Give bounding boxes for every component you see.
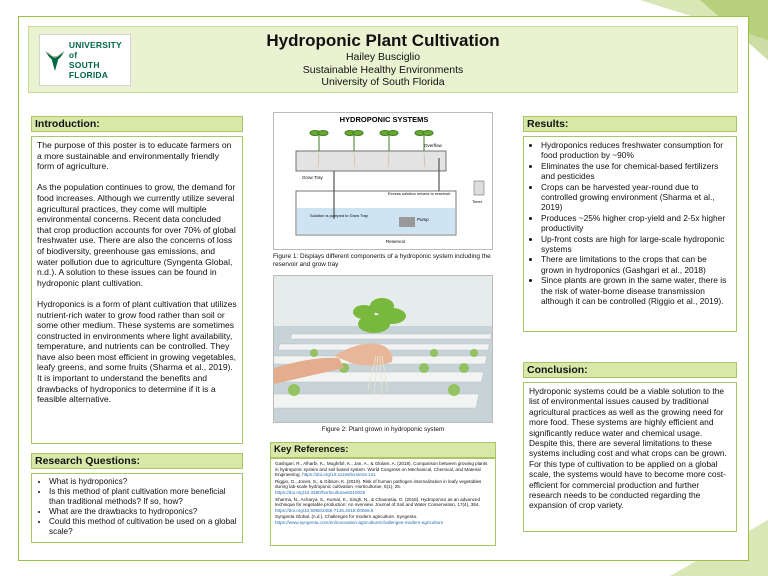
results-list [529, 140, 731, 307]
research-questions-heading: Research Questions: [31, 453, 243, 469]
reference-link[interactable]: https://doi.org/10.11159/icmie18.131 [302, 472, 376, 478]
conclusion-text: Hydroponic systems could be a viable solution to the list of environmental issues caused by traditional agricultural practices as well as the growing need for more food. These systems are highly efficient and significantly reduce water and chemical usage. Despite this, there are several limitations to these systems including cost and what crops can be grown. For this type of cultivation to be applied on a global scale, the systems would have to become more cost-efficient for commercial production and further research needs to be conducted regarding the expansion of crop variety. [529, 386, 727, 511]
reference-item: Syngenta Global. (n.d.). Challenges for modern agriculture. Syngenta. https://www.syngenta.com/en/innovation-agriculture/challenges-modern-agriculture [275, 514, 444, 525]
key-references-box [270, 458, 496, 546]
hydroponic-system-diagram [274, 113, 493, 250]
research-questions-list [37, 477, 237, 537]
poster-title: Hydroponic Plant Cultivation [266, 31, 500, 50]
label-overflow: Overflow [424, 143, 442, 148]
label-excess-solution: Excess solution returns to reservoir [388, 191, 451, 196]
reference-item: Riggio, G., Jones, S., & Gibson, K. (2019). Risk of human pathogen internalization in leafy vegetables during lab-scale hydroponic cultivation. Horticulturae, 5(1), 25. https://doi.org/10.3390/horticulturae5010025 [275, 478, 482, 495]
figure-1-caption: Figure 1: Displays different components of a hydroponic system including the reservoir and grow tray [273, 253, 491, 268]
results-heading: Results: [523, 116, 737, 132]
list-item: • Produces ~25% higher crop-yield and 2-5x higher productivity [541, 213, 731, 234]
intro-paragraph-3: Hydroponics is a form of plant cultivation that utilizes nutrient-rich water to grow food rather than soil or some other medium. These systems are sometimes constructed in environments where light availability, temperature, and nutrients can be controlled. They have also been most efficient in growing vegetables, leafy greens, and some fruits (Sharma et al., 2019). It is important to understand the benefits and drawbacks of hydroponics to determine if it is a feasible alternative. [37, 298, 237, 405]
logo-line-2: SOUTH FLORIDA [68, 60, 109, 80]
label-solution-pumped: Solution is pumped to Grow Tray [310, 213, 369, 218]
diagram-title: HYDROPONIC SYSTEMS [339, 115, 429, 124]
label-grow-tray: Grow Tray [302, 175, 323, 180]
label-timer: Timer [472, 199, 483, 204]
figure-1-diagram [273, 112, 493, 250]
list-item: • There are limitations to the crops that can be grown in hydroponics (Gashgari et al., 2018) [541, 254, 731, 275]
intro-paragraph-2: As the population continues to grow, the demand for food increases. Although we currently utilize several agricultural practices, they come will multiple environmental concerns. Recent data concluded that crop production accounts for over 70% of global freshwater use. There are also the concerns of loss of biodiversity, greenhouse gas emissions, and water pollution due to agriculture (Syngenta Global, n.d.). A solution to these issues can be found in hydroponic plant cultivation. [37, 182, 236, 288]
reference-link[interactable]: https://doi.org/10.3390/horticulturae5010025 [275, 489, 366, 495]
results-box [523, 136, 737, 332]
label-pump: Pump [417, 217, 429, 222]
course-name: Sustainable Healthy Environments [302, 63, 464, 76]
list-item: • Crops can be harvested year-round due to controlled growing environment (Sharma et al., 2019) [541, 182, 731, 213]
list-item: • What is hydroponics? [49, 477, 237, 487]
list-item: • Could this method of cultivation be used on a global scale? [49, 517, 237, 537]
conclusion-heading: Conclusion: [523, 362, 737, 378]
list-item: • What are the drawbacks to hydroponics? [49, 507, 237, 517]
school-name: University of South Florida [321, 76, 445, 88]
poster-header [28, 26, 738, 93]
figure-2-caption: Figure 2: Plant grown in hydroponic system [321, 426, 445, 433]
figure-2-photo [273, 275, 493, 423]
logo-line-1: UNIVERSITY of [68, 40, 122, 60]
reference-link[interactable]: https://doi.org/10.5958/2455-7145.2018.00056.5 [275, 507, 374, 513]
list-item: • Since plants are grown in the same water, there is the risk of water-borne disease transmission although it can be controlled (Riggio et al., 2019). [541, 275, 731, 306]
author-name: Hailey Busciglio [345, 51, 421, 63]
introduction-box [31, 136, 243, 444]
introduction-heading: Introduction: [31, 116, 243, 132]
list-item: • Is this method of plant cultivation more beneficial than traditional methods? If so, how? [49, 487, 237, 507]
intro-paragraph-1: The purpose of this poster is to educate farmers on a more sustainable and environmentally friendly form of agriculture. [37, 140, 232, 172]
conclusion-box [523, 382, 737, 532]
label-reservoir: Reservoir [386, 239, 406, 244]
list-item: • Eliminates the use for chemical-based fertilizers and pesticides [541, 161, 731, 182]
reference-link[interactable]: https://www.syngenta.com/en/innovation-agriculture/challenges-modern-agriculture [275, 519, 444, 525]
key-references-heading: Key References: [270, 442, 496, 458]
list-item: • Hydroponics reduces freshwater consumption for food production by ~90% [541, 140, 731, 161]
plant-photo [274, 276, 493, 423]
title-block [29, 30, 737, 89]
list-item: • Up-front costs are high for large-scale hydroponic systems [541, 234, 731, 255]
reference-item: Sharma, N., Acharya, S., Kumar, K., Singh, N., & Chaurasia, O. (2018). Hydroponics as an advanced technique for vegetable production: An overview. Journal of Soil and Water Conservation, 17(4), 364. https://doi.org/10.5958/2455-7145.2018.00056.5 [275, 496, 481, 513]
research-questions-box [31, 473, 243, 543]
reference-item: Gashgari, R., Alharbi, K., Mughrbil, K., Jan, A., & Glolam, A. (2018). Comparison between growing plants in hydroponic system and soil based system. World Congress on Mechanical, Chemical, and Material Engineering. https://doi.org/10.11159/icmie18.131 [275, 461, 488, 478]
